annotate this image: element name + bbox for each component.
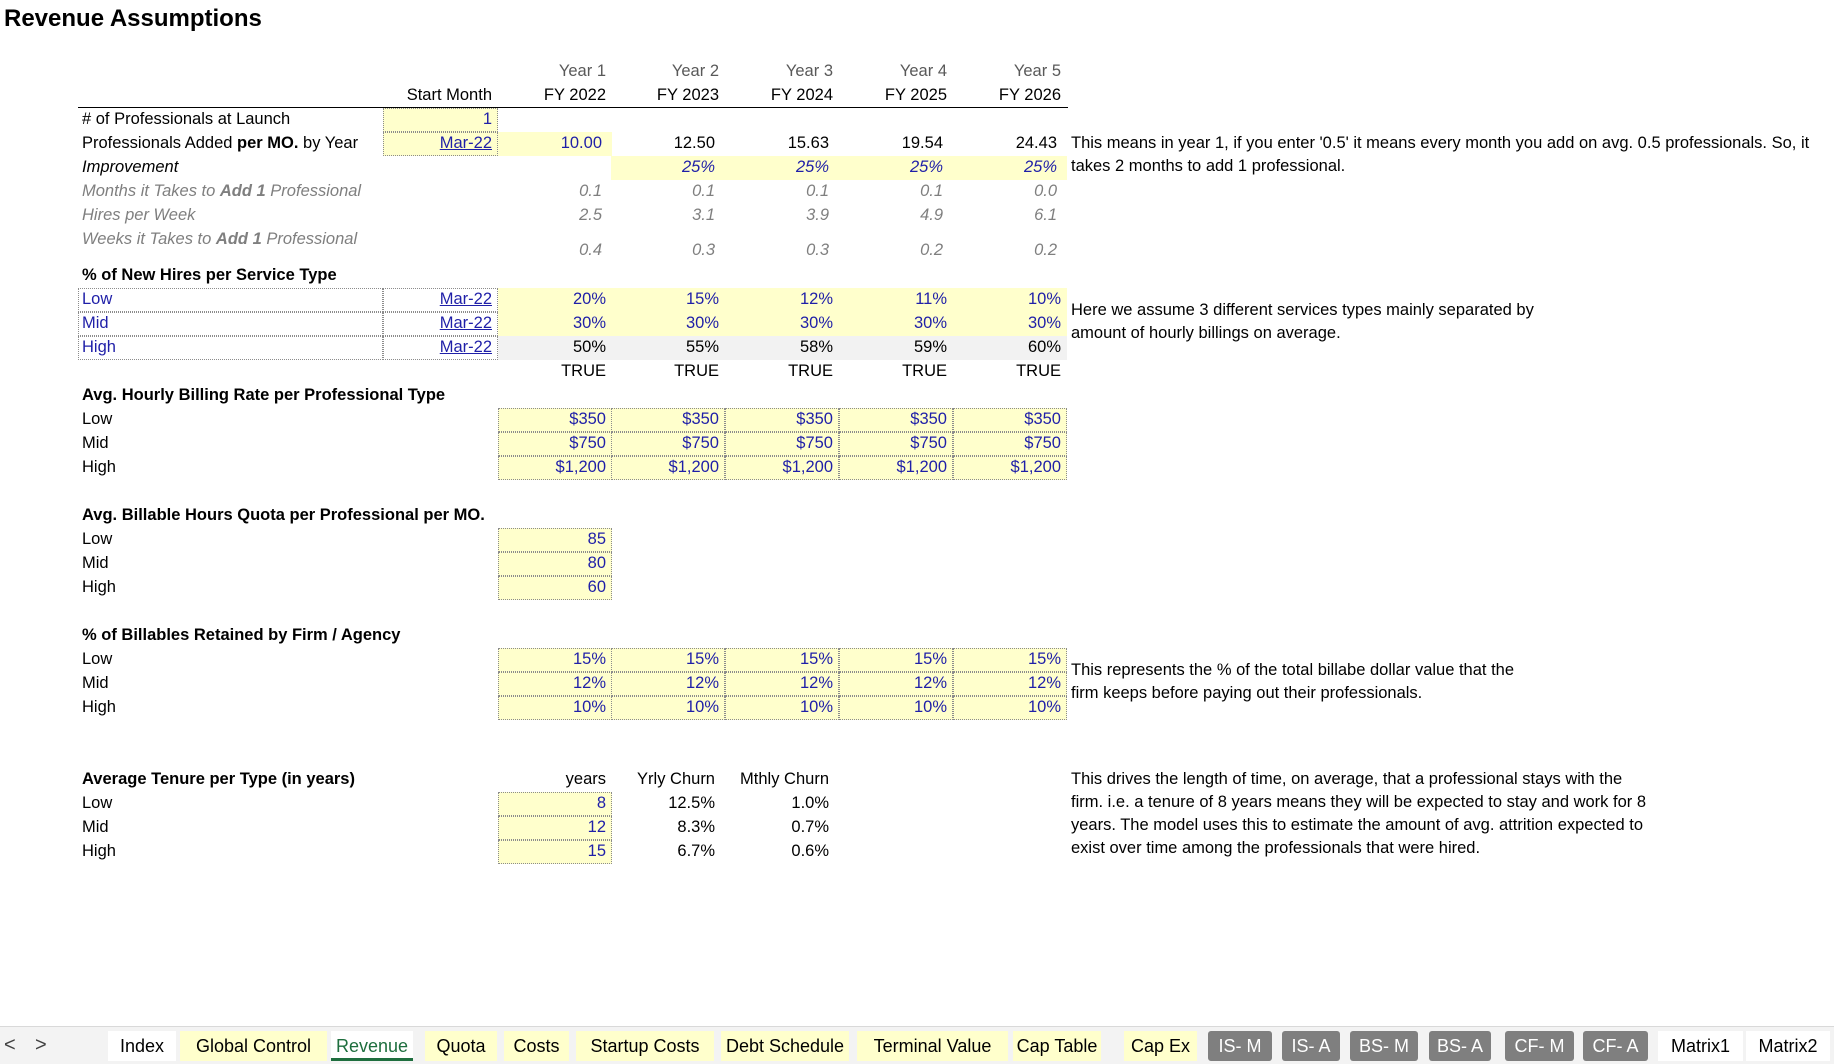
new-hires-value[interactable]: 11%	[915, 290, 947, 308]
quota-heading: Avg. Billable Hours Quota per Professional per MO.	[82, 506, 485, 524]
billing-value[interactable]: $350	[682, 410, 719, 428]
fy-header: FY 2022	[543, 86, 606, 104]
weeks-add-value: 0.3	[692, 241, 715, 259]
tenure-label: High	[82, 842, 116, 860]
billing-value[interactable]: $1,200	[555, 458, 606, 476]
new-hires-value: 60%	[1027, 338, 1061, 356]
sheet-tab-quota[interactable]: Quota	[425, 1031, 497, 1061]
hires-week-value: 3.9	[806, 206, 829, 224]
months-add-value: 0.1	[692, 182, 715, 200]
months-add-label-label-bold: Add 1	[219, 182, 266, 200]
billing-value[interactable]: $1,200	[896, 458, 947, 476]
added-value: 12.50	[673, 134, 715, 152]
added-note: This means in year 1, if you enter '0.5' it means every month you add on avg. 0.5 professionals. So, it takes 2 months to add 1 professional.	[1071, 134, 1810, 175]
billing-value[interactable]: $1,200	[668, 458, 719, 476]
quota-label: Low	[82, 530, 113, 548]
launch-value[interactable]: 1	[482, 110, 492, 128]
billing-value[interactable]: $350	[796, 410, 833, 428]
new-hires-value[interactable]: 15%	[685, 290, 719, 308]
new-hires-start[interactable]: Mar-22	[439, 314, 492, 332]
new-hires-value[interactable]: 30%	[1027, 314, 1061, 332]
retained-label: Mid	[82, 674, 109, 692]
tenure-heading: Average Tenure per Type (in years)	[82, 770, 355, 788]
sheet-tab-costs[interactable]: Costs	[504, 1031, 569, 1061]
sheet-tab-matrix2[interactable]: Matrix2	[1746, 1031, 1830, 1061]
new-hires-check: TRUE	[561, 362, 606, 380]
months-add-label-label-pre: Months it Takes to	[82, 182, 220, 200]
quota-label: High	[82, 578, 116, 596]
new-hires-check: TRUE	[674, 362, 719, 380]
billing-value[interactable]: $750	[796, 434, 833, 452]
new-hires-check: TRUE	[1016, 362, 1061, 380]
months-add-value: 0.0	[1034, 182, 1057, 200]
tenure-mthly-header: Mthly Churn	[740, 770, 829, 788]
retained-value[interactable]: 10%	[572, 698, 606, 716]
prev-sheet-icon[interactable]: <	[4, 1034, 16, 1056]
added-value: 19.54	[901, 134, 943, 152]
billing-label: High	[82, 458, 116, 476]
improvement-value[interactable]: 25%	[681, 158, 715, 176]
added-start[interactable]: Mar-22	[439, 134, 492, 152]
added-value: 24.43	[1015, 134, 1057, 152]
improvement-value[interactable]: 25%	[1023, 158, 1057, 176]
sheet-tab-cap-table[interactable]: Cap Table	[1013, 1031, 1101, 1061]
retained-value[interactable]: 15%	[799, 650, 833, 668]
retained-heading: % of Billables Retained by Firm / Agency	[82, 626, 401, 644]
start-month-header: Start Month	[406, 86, 492, 104]
next-sheet-icon[interactable]: >	[35, 1034, 47, 1056]
hires-week-value: 2.5	[579, 206, 602, 224]
year-header: Year 1	[558, 62, 606, 80]
tenure-mthly: 0.7%	[791, 818, 829, 836]
improvement-value[interactable]: 25%	[909, 158, 943, 176]
new-hires-value[interactable]: 30%	[685, 314, 719, 332]
sheet-tab-is-m[interactable]: IS- M	[1208, 1031, 1272, 1061]
retained-value[interactable]: 12%	[799, 674, 833, 692]
billing-value[interactable]: $1,200	[1010, 458, 1061, 476]
sheet-tab-debt-schedule[interactable]: Debt Schedule	[721, 1031, 849, 1061]
hires-week-value: 6.1	[1034, 206, 1057, 224]
fy-header: FY 2026	[998, 86, 1061, 104]
added-label-label-bold: per MO.	[237, 134, 299, 152]
year-header: Year 3	[785, 62, 833, 80]
weeks-add-value: 0.3	[806, 241, 829, 259]
tenure-note: This drives the length of time, on average, that a professional stays with the firm. i.e. a tenure of 8 years means they will be expected to stay and work for 8 years. The model uses this to estimate the amount of avg. attrition expected to exist over time among the professionals that were hired.	[1071, 770, 1647, 857]
new-hires-heading: % of New Hires per Service Type	[82, 266, 337, 284]
billing-value[interactable]: $350	[910, 410, 947, 428]
billing-value[interactable]: $350	[569, 410, 606, 428]
year-header: Year 5	[1013, 62, 1061, 80]
sheet-tab-matrix1[interactable]: Matrix1	[1658, 1031, 1743, 1061]
retained-label: Low	[82, 650, 113, 668]
billing-value[interactable]: $350	[1024, 410, 1061, 428]
months-add-label-label-post: Professional	[265, 182, 362, 200]
weeks-add-value: 0.2	[1034, 241, 1057, 259]
sheet-tab-terminal-value[interactable]: Terminal Value	[857, 1031, 1008, 1061]
billing-label: Mid	[82, 434, 109, 452]
new-hires-value[interactable]: 20%	[572, 290, 606, 308]
sheet-tab-bs-a[interactable]: BS- A	[1429, 1031, 1491, 1061]
sheet-tab-is-a[interactable]: IS- A	[1282, 1031, 1340, 1061]
new-hires-value: 58%	[799, 338, 833, 356]
quota-label: Mid	[82, 554, 109, 572]
new-hires-value[interactable]: 30%	[799, 314, 833, 332]
retained-value[interactable]: 10%	[1027, 698, 1061, 716]
billing-heading: Avg. Hourly Billing Rate per Professional Type	[82, 386, 446, 404]
sheet-tab-startup-costs[interactable]: Startup Costs	[576, 1031, 714, 1061]
retained-value[interactable]: 15%	[1027, 650, 1061, 668]
retained-value[interactable]: 10%	[913, 698, 947, 716]
fy-header: FY 2025	[884, 86, 947, 104]
hires-week-label: Hires per Week	[82, 206, 196, 224]
new-hires-value: 50%	[572, 338, 606, 356]
tenure-mthly: 1.0%	[791, 794, 829, 812]
retained-value[interactable]: 10%	[799, 698, 833, 716]
new-hires-label-cell	[78, 312, 383, 336]
improvement-label: Improvement	[82, 158, 179, 176]
sheet-tab-cf-a[interactable]: CF- A	[1583, 1031, 1648, 1061]
new-hires-value: 55%	[685, 338, 719, 356]
year-header: Year 4	[899, 62, 947, 80]
tenure-yrly: 12.5%	[668, 794, 715, 812]
new-hires-value[interactable]: 30%	[913, 314, 947, 332]
retained-value[interactable]: 15%	[913, 650, 947, 668]
hires-week-value: 3.1	[692, 206, 715, 224]
new-hires-label-cell	[78, 288, 383, 312]
billing-value[interactable]: $750	[910, 434, 947, 452]
billing-value[interactable]: $1,200	[782, 458, 833, 476]
page-title: Revenue Assumptions	[4, 5, 262, 32]
added-label-label-post: by Year	[298, 134, 359, 152]
months-add-value: 0.1	[920, 182, 943, 200]
quota-value[interactable]: 80	[587, 554, 606, 572]
months-add-value: 0.1	[806, 182, 829, 200]
months-add-value: 0.1	[579, 182, 602, 200]
sheet-tab-bs-m[interactable]: BS- M	[1350, 1031, 1418, 1061]
billing-value[interactable]: $750	[569, 434, 606, 452]
new-hires-label-cell	[78, 336, 383, 360]
improvement-value[interactable]: 25%	[795, 158, 829, 176]
new-hires-check: TRUE	[902, 362, 947, 380]
billing-label: Low	[82, 410, 113, 428]
retained-label: High	[82, 698, 116, 716]
tenure-years[interactable]: 12	[587, 818, 606, 836]
added-label	[82, 132, 358, 154]
new-hires-start[interactable]: Mar-22	[439, 338, 492, 356]
sheet-tab-index[interactable]: Index	[108, 1031, 176, 1061]
retained-value[interactable]: 12%	[685, 674, 719, 692]
new-hires-label: Mid	[82, 314, 109, 332]
tenure-years[interactable]: 15	[587, 842, 606, 860]
billing-value[interactable]: $750	[682, 434, 719, 452]
sheet-tab-bar	[0, 1026, 1834, 1064]
new-hires-label: High	[82, 338, 116, 356]
sheet-tab-cf-m[interactable]: CF- M	[1505, 1031, 1574, 1061]
weeks-add-label	[82, 228, 357, 250]
tenure-years[interactable]: 8	[596, 794, 606, 812]
tenure-mthly: 0.6%	[791, 842, 829, 860]
weeks-add-value: 0.2	[920, 241, 943, 259]
fy-header: FY 2024	[770, 86, 833, 104]
tenure-yrly-header: Yrly Churn	[637, 770, 715, 788]
new-hires-note: Here we assume 3 different services types mainly separated by amount of hourly billings on average.	[1071, 301, 1534, 342]
sheet-tab-revenue[interactable]: Revenue	[331, 1031, 413, 1061]
retained-value[interactable]: 15%	[685, 650, 719, 668]
weeks-add-label-label-bold: Add 1	[215, 230, 262, 248]
fy-header: FY 2023	[656, 86, 719, 104]
launch-label: # of Professionals at Launch	[82, 110, 291, 128]
added-value: 15.63	[787, 134, 829, 152]
retained-value[interactable]: 15%	[572, 650, 606, 668]
tenure-yrly: 8.3%	[677, 818, 715, 836]
new-hires-start[interactable]: Mar-22	[439, 290, 492, 308]
tenure-years-header: years	[565, 770, 606, 788]
new-hires-check: TRUE	[788, 362, 833, 380]
weeks-add-label-label-post: Professional	[261, 230, 358, 248]
quota-value[interactable]: 60	[587, 578, 606, 596]
new-hires-label: Low	[82, 290, 113, 308]
tenure-label: Low	[82, 794, 113, 812]
added-label-label-pre: Professionals Added	[82, 134, 238, 152]
weeks-add-value: 0.4	[579, 241, 602, 259]
new-hires-value: 59%	[913, 338, 947, 356]
new-hires-value[interactable]: 10%	[1027, 290, 1061, 308]
hires-week-value: 4.9	[920, 206, 943, 224]
year-header: Year 2	[671, 62, 719, 80]
new-hires-value[interactable]: 30%	[572, 314, 606, 332]
sheet-tab-cap-ex[interactable]: Cap Ex	[1124, 1031, 1197, 1061]
retained-value[interactable]: 12%	[1027, 674, 1061, 692]
quota-value[interactable]: 85	[587, 530, 606, 548]
retained-value[interactable]: 10%	[685, 698, 719, 716]
sheet-tab-global-control[interactable]: Global Control	[180, 1031, 327, 1061]
months-add-label	[82, 180, 361, 202]
tenure-label: Mid	[82, 818, 109, 836]
new-hires-value[interactable]: 12%	[799, 290, 833, 308]
retained-value[interactable]: 12%	[572, 674, 606, 692]
retained-note: This represents the % of the total billabe dollar value that the firm keeps before paying out their professionals.	[1071, 661, 1515, 702]
tenure-yrly: 6.7%	[677, 842, 715, 860]
weeks-add-label-label-pre: Weeks it Takes to	[82, 230, 216, 248]
billing-value[interactable]: $750	[1024, 434, 1061, 452]
retained-value[interactable]: 12%	[913, 674, 947, 692]
added-value[interactable]: 10.00	[560, 134, 602, 152]
